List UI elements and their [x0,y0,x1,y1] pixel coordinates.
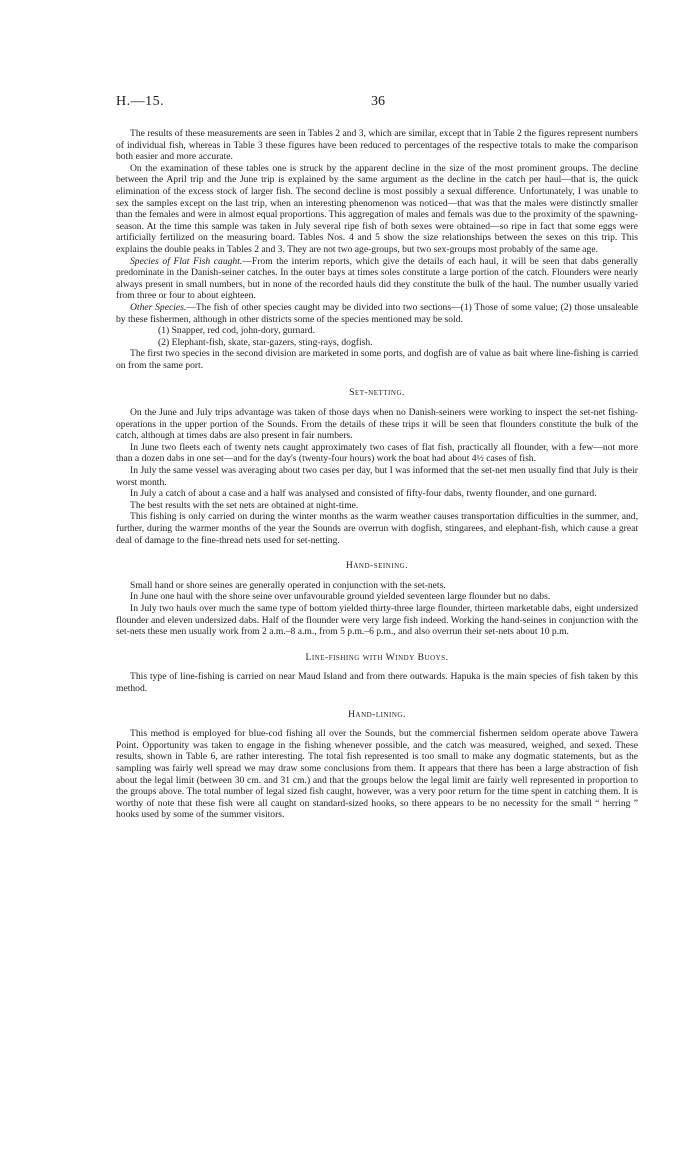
paragraph-text: —The fish of other species caught may be divided into two sections—(1) Those of some value; (2) those unsaleable by these fishermen, although in other districts some of the species mentioned may be sold. [116,301,638,325]
paragraph: This type of line-fishing is carried on near Maud Island and from there outwards. Hapuka is the main species of fish taken by this method. [116,671,638,694]
section-heading: Line-fishing with Windy Buoys. [305,651,449,663]
section-heading: Hand-lining. [348,708,406,720]
paragraph: In July the same vessel was averaging about two cases per day, but I was informed that the set-net men usually find that July is their worst month. [116,465,638,488]
paragraph: This fishing is only carried on during the winter months as the warm weather causes transportation difficulties in the summer, and, further, during the warmer months of the year the Sounds are overrun with dogfish, stingarees, and elephant-fish, which cause a great deal of damage to the fine-thread nets used for set-netting. [116,511,638,546]
page-header [116,94,640,114]
paragraph: In June two fleets each of twenty nets caught approximately two cases of flat fish, practically all flounder, with a few—not more than a dozen dabs in one set—and for the day's (twenty-four hours) work the boat had about 4½ cases of fish. [116,441,638,465]
paragraph: The best results with the set nets are obtained at night-time. [130,499,359,511]
set-netting-section [116,387,638,546]
paragraph: This method is employed for blue-cod fishing all over the Sounds, but the commercial fishermen seldom operate above Tawera Point. Opportunity was taken to engage in the fishing whenever possible, and the catch was measured, weighed, and sexed. These results, shown in Table 6, are rather interesting. The total fish represented is too small to make any dogmatic statements, but as the sampling was fairly well spread we may draw some conclusions from them. It appears that there has been a large abstraction of fish about the legal limit (between 30 cm. and 31 cm.) and that the groups below the legal limit are fairly well represented in proportion to the groups above. The total number of legal sized fish caught, however, was a very poor return for the time spent in catching them. It is worthy of note that these fish were all caught on standard-sized hooks, so there appears to be no necessity for the small “ herring ” hooks used by some of the summer visitors. [116,728,638,821]
page-body [116,128,638,821]
paragraph: Small hand or shore seines are generally operated in conjunction with the set-nets. [130,579,446,591]
paragraph: The results of these measurements are seen in Tables 2 and 3, which are similar, except that in Table 2 the figures represent numbers of individual fish, whereas in Table 3 these figures have been reduced to percentages of the respective totals to make the comparison both easier and more accurate. [116,128,638,163]
section-heading: Set-netting. [349,387,405,399]
intro-section [116,128,638,371]
document-code: H.—15. [116,94,165,109]
paragraph: In July two hauls over much the same type of bottom yielded thirty-three large flounder, thirteen marketable dabs, eight undersized flounder and eleven undersized dabs. Half of the flounder were very large fish indeed. Working the hand-seines in conjunction with the set-nets these men usually work from 2 a.m.–8 a.m., from 5 p.m.–6 p.m., and also overrun their set-nets about 10 p.m. [116,602,638,638]
list-item: (2) Elephant-fish, skate, star-gazers, sting-rays, dogfish. [158,336,373,348]
paragraph: The first two species in the second division are marketed in some ports, and dogfish are of value as bait where line-fishing is carried on from the same port. [116,348,638,371]
paragraph: In June one haul with the shore seine over unfavourable ground yielded seventeen large flounder but no dabs. [130,591,551,603]
page-number: 36 [371,94,385,109]
line-fishing-section [116,652,638,695]
paragraph: On the examination of these tables one is struck by the apparent decline in the size of the most prominent groups. The decline between the April trip and the June trip is explained by the same argument as the decline in the catch per haul—that is, the quick elimination of the excess stock of larger fish. The second decline is most possibly a sexual difference. Unfortunately, I was unable to sex the samples except on the last trip, when an interesting phenomenon was noticed—that was that the males were distinctly smaller than the females and were in almost equal proportions. This aggregation of males and femals was due to the proximity of the spawning-season. At the time this sample was taken in July several ripe fish of both sexes were obtained—so ripe in fact that some eggs were artificially fertilized on the measuring board. Tables Nos. 4 and 5 show the size relationships between the sexes on this trip. This explains the double peaks in Tables 2 and 3. They are not two age-groups, but two sex-groups most probably of the same age. [116,162,638,255]
paragraph [116,302,638,325]
paragraph: On the June and July trips advantage was taken of those days when no Danish-seiners were working to inspect the set-net fishing-operations in the upper portion of the Sounds. From the details of these trips it will be seen that flounders constitute the bulk of the catch, although at times dabs are also present in fair numbers. [116,407,638,442]
run-in-heading: Other Species. [130,301,187,313]
list-item: (1) Snapper, red cod, john-dory, gurnard. [158,325,315,337]
run-in-heading: Species of Flat Fish caught. [130,255,243,267]
section-heading: Hand-seining. [345,560,409,572]
hand-seining-section [116,560,638,638]
paragraph: In July a catch of about a case and a half was analysed and consisted of fifty-four dabs, twenty flounder, and one gurnard. [130,488,597,500]
hand-lining-section [116,709,638,821]
paragraph [116,256,638,302]
paragraph-text: —From the interim reports, which give the details of each haul, it will be seen that dabs generally predominate in the Danish-seiner catches. In the outer bays at times soles constitute a large portion of the catch. Flounders were nearly always present in small numbers, but in none of the recorded hauls did they constitute the bulk of the haul. The number usually varied from three or four to about eighteen. [116,255,638,302]
